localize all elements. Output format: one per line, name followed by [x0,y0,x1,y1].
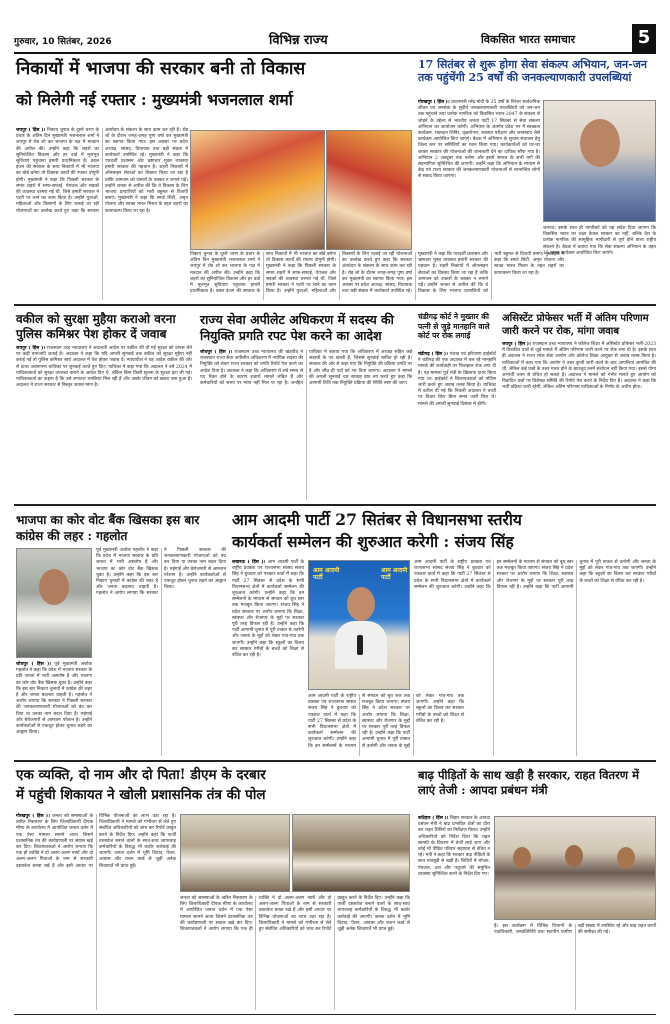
dm-body [16,814,176,1010]
aap-text-continued: आम आदमी पार्टी के राष्ट्रीय प्रवक्ता एवं राज्यसभा सांसद संजय सिंह ने बुधवार को पत्रकार वार्ता में कहा कि पार्टी 27 सितंबर से प्रदेश के सभी विधानसभा क्षेत्रों में कार्यकर्ता सम्मेलन की शुरुआत करेगी। उन्होंने कहा कि इन सम्मेलनों के माध्यम से संगठन को बूथ स्तर तक मजबूत किया जाएगा। संजय सिंह ने प्रदेश सरकार पर आरोप लगाया कि शिक्षा, स्वास्थ्य और रोजगार के मुद्दों पर सरकार पूरी तरह विफल रही है। उन्होंने कहा कि पार्टी आगामी चुनाव में पूरी ताकत से उतरेगी और जनता के मुद्दों को लेकर गांव-गांव तक जाएगी। उन्होंने कहा कि स्कूलों का विलय कर सरकार गरीबों के बच्चों को शिक्षा से वंचित कर रही है। [308,694,464,749]
issue-date: गुरुवार, 10 सितंबर, 2026 [14,37,112,47]
divider [14,760,656,762]
rajya-dateline: जोधपुर ( हिंस )। [200,350,233,355]
seva-photo-speaker [543,100,656,222]
flood-headline: बाढ़ पीड़ितों के साथ खड़ी है सरकार, राहत वितरण में लाएं तेजी : आपदा प्रबंधन मंत्री [418,768,639,797]
professor-body [502,342,656,500]
dm-photo-office [180,814,290,892]
chandigarh-body [418,352,496,500]
aap-body [232,560,304,756]
speaker-face [580,119,620,167]
lead-text-continued: निकाय चुनाव के दूसरे चरण के प्रचार के अंतिम दिन मुख्यमंत्री भजनलाल शर्मा ने जयपुर में रोड शो कर भाजपा के पक्ष में मतदान की अपील की। उन्होंने कहा कि शहरों का सुनियोजित विकास और हर वार्ड में मूलभूत सुविधाएं पहुंचाना हमारी प्राथमिकता है। डबल इंजन की सरकार के साथ निकायों में भी भाजपा का बोर्ड बनेगा तो विकास कार्यों की रफ्तार दोगुनी होगी। मुख्यमंत्री ने कहा कि पिछली सरकार के समय शहरों में साफ-सफाई, पेयजल और सड़कों की व्यवस्था चरमरा गई थी, जिसे हमारी सरकार ने पटरी पर लाने का काम किया है। उन्होंने युवाओं, महिलाओं और किसानों के लिए चलाई जा रही योजनाओं का उल्लेख करते हुए कहा कि सरकार अंत्योदय के संकल्प के साथ काम कर रही है। रोड शो के दौरान जगह-जगह पुष्प वर्षा कर मुख्यमंत्री का स्वागत किया गया। इस अवसर पर प्रदेश अध्यक्ष, सांसद, विधायक तथा बड़ी संख्या में कार्यकर्ता उपस्थित रहे। मुख्यमंत्री ने कहा कि पारदर्शी प्रशासन और भ्रष्टाचार मुक्त व्यवस्था हमारी सरकार की पहचान है। शहरी निकायों में ऑनलाइन सेवाओं का विस्तार किया जा रहा है ताकि आमजन को दफ्तरों के चक्कर न लगाने पड़ें। उन्होंने जनता से अपील की कि वे विकास के लिए भाजपा प्रत्याशियों को भारी बहुमत से विजयी बनाएं। मुख्यमंत्री ने कहा कि स्मार्ट सिटी, अमृत योजना और स्वच्छ भारत मिशन के तहत शहरों का कायाकल्प किया जा रहा है। [190,252,564,295]
officer-face [617,847,635,869]
police-text: राजस्थान उच्च न्यायालय ने अदालती आदेश पर वकील की दी गई सुरक्षा को वापस लेने पर कड़ी नाराजगी जताई है। अदालत ने कहा कि यदि अगली सुनवाई तक वकील को सुरक्षा मुहैया नहीं कराई गई तो पुलिस कमिश्नर स्वयं अदालत में पेश होकर जवाब दें। न्यायाधीश ने यह आदेश वकील की ओर से दायर अवमानना याचिका पर सुनवाई करते हुए दिए। याचिका में कहा गया कि अदालत ने वर्ष 2024 में याचिकाकर्ता को सुरक्षा उपलब्ध कराने के आदेश दिए थे, लेकिन बिना किसी सूचना के सुरक्षा हटा ली गई। याचिकाकर्ता का कहना है कि उसे लगातार धमकियां मिल रही हैं और उसके जीवन को खतरा बना हुआ है। अदालत ने राज्य सरकार से विस्तृत जवाब मांगा है। [16,346,192,389]
seva-dateline: गोरखपुर ( हिंस )। [418,100,450,105]
lead-body-continued [190,252,564,300]
flood-text: बिहार सरकार के आपदा प्रबंधन मंत्री ने बाढ़ प्रभावित क्षेत्रों का दौरा कर राहत शिविरों का निरीक्षण किया। उन्होंने अधिकारियों को निर्देश दिया कि राहत सामग्री के वितरण में तेजी लाई जाए और कोई भी पीड़ित परिवार सहायता से वंचित न रहे। मंत्री ने कहा कि सरकार बाढ़ पीड़ितों के साथ मजबूती से खड़ी है। शिविरों में भोजन, पेयजल, दवा और पशुचारे की समुचित व्यवस्था सुनिश्चित करने के निर्देश दिए गए। [418,816,491,877]
aap-headline-1: आम आदमी पार्टी 27 सितंबर से विधानसभा स्तरीय [232,510,522,529]
rajya-text: राजस्थान उच्च न्यायालय की खंडपीठ ने राजस्थान राज्य सेवा अपीलीय अधिकरण में न्यायिक सदस्य की नियुक्ति को लेकर राज्य सरकार को प्रगति रिपोर्ट पेश करने का आदेश दिया है। अदालत ने कहा कि अधिकरण में लंबे समय से पद रिक्त होने के कारण हजारों मामले लंबित हैं और कर्मचारियों को समय पर न्याय नहीं मिल पा रहा है। जनहित याचिका में बताया गया कि अधिकरण में अध्यक्ष सहित कई सदस्यों के पद खाली हैं, जिससे सुनवाई बाधित हो रही है। सरकार की ओर से कहा गया कि नियुक्ति की प्रक्रिया प्रगति पर है और शीघ्र ही पदों को भर दिया जाएगा। अदालत ने मामले की अगली सुनवाई चार सप्ताह बाद तय करते हुए कहा कि आगामी तिथि तक नियुक्ति प्रक्रिया की स्थिति स्पष्ट की जाए। [200,350,412,387]
official-face [565,845,583,867]
chandigarh-dateline: चंडीगढ़ ( हिंस )। [418,352,448,357]
page-bottom-rule [14,1014,656,1015]
dm-body-continued [180,896,410,1010]
speaker-face [347,587,375,621]
police-dateline: जयपुर ( हिंस )। [16,346,45,351]
gehlot-headline: भाजपा का कोर वोट बैंक खिसका इस बार कांग्रेस की लहर : गहलोत [16,513,200,543]
aap-banner-2: आम आदमी पार्टी [381,567,408,581]
newspaper-name: विकसित भारत समाचार [481,33,576,46]
gehlot-dateline: जोधपुर ( हिंस )। [16,662,52,667]
flood-photo-review-meeting [494,816,656,920]
rajya-body [200,350,412,500]
gehlot-body-continued [96,548,226,756]
lead-headline-1: निकायों में भाजपा की सरकार बनी तो विकास [16,59,306,79]
flood-dateline: कटिहार ( हिंस )। [418,816,449,821]
chandigarh-text: पंजाब एवं हरियाणा हाईकोर्ट ने चंडीगढ़ की एक अदालत में चल रहे मानहानि मामले की कार्यवाही पर फिलहाल रोक लगा दी है। यह मामला पूर्व मंत्री के खिलाफ दायर किया गया था। हाईकोर्ट ने शिकायतकर्ता को नोटिस जारी करते हुए जवाब तलब किया है। याचिका में दलील दी गई कि निचली अदालत ने तथ्यों पर विचार किए बिना समन जारी किए थे। मामले की अगली सुनवाई दिसंबर में होगी। [418,352,497,407]
divider [14,504,656,506]
seva-body [418,100,540,298]
aap-headline-2: कार्यकर्ता सम्मेलन की शुरुआत करेगी : संजय सिंह [232,532,514,551]
dm-text: जनता को समस्याओं के त्वरित निस्तारण के लिए जिलाधिकारी दीपक मीणा के कार्यालय में आयोजित जनता दर्शन में एक ऐसा मामला सामने आया जिसने प्रशासनिक तंत्र की कार्यप्रणाली पर सवाल खड़े कर दिए। शिकायतकर्ता ने आरोप लगाया कि एक ही व्यक्ति ने दो अलग-अलग नामों और दो अलग-अलग पिताओं के नाम से सरकारी दस्तावेज बनवा रखे हैं और इसी आधार पर विभिन्न योजनाओं का लाभ उठा रहा है। जिलाधिकारी ने मामले को गंभीरता से लेते हुए संबंधित अधिकारियों को जांच कर रिपोर्ट प्रस्तुत करने के निर्देश दिए। उन्होंने कहा कि फर्जी दस्तावेज बनाने वालों के साथ-साथ लापरवाह कर्मचारियों के विरुद्ध भी कठोर कार्रवाई की जाएगी। जनता दर्शन में भूमि विवाद, पेंशन, आवास और राशन कार्ड से जुड़ी अनेक शिकायतें भी प्राप्त हुईं। [16,814,176,869]
dm-text-continued: जनता को समस्याओं के त्वरित निस्तारण के लिए जिलाधिकारी दीपक मीणा के कार्यालय में आयोजित जनता दर्शन में एक ऐसा मामला सामने आया जिसने प्रशासनिक तंत्र की कार्यप्रणाली पर सवाल खड़े कर दिए। शिकायतकर्ता ने आरोप लगाया कि एक ही व्यक्ति ने दो अलग-अलग नामों और दो अलग-अलग पिताओं के नाम से सरकारी दस्तावेज बनवा रखे हैं और इसी आधार पर विभिन्न योजनाओं का लाभ उठा रहा है। जिलाधिकारी ने मामले को गंभीरता से लेते हुए संबंधित अधिकारियों को जांच कर रिपोर्ट प्रस्तुत करने के निर्देश दिए। उन्होंने कहा कि फर्जी दस्तावेज बनाने वालों के साथ-साथ लापरवाह कर्मचारियों के विरुद्ध भी कठोर कार्रवाई की जाएगी। जनता दर्शन में भूमि विवाद, पेंशन, आवास और राशन कार्ड से जुड़ी अनेक शिकायतें भी प्राप्त हुईं। [180,896,410,933]
seva-headline: 17 सितंबर से शुरू होगा सेवा संकल्प अभियान, जन-जन तक पहुंचेंगी 25 वर्षों की जनकल्याणकारी उपलब्धियां [418,58,647,84]
aap-photo-press-conference [308,560,410,690]
aap-text-right: आम आदमी पार्टी के राष्ट्रीय प्रवक्ता एवं राज्यसभा सांसद संजय सिंह ने बुधवार को पत्रकार वार्ता में कहा कि पार्टी 27 सितंबर से प्रदेश के सभी विधानसभा क्षेत्रों में कार्यकर्ता सम्मेलन की शुरुआत करेगी। उन्होंने कहा कि इन सम्मेलनों के माध्यम से संगठन को बूथ स्तर तक मजबूत किया जाएगा। संजय सिंह ने प्रदेश सरकार पर आरोप लगाया कि शिक्षा, स्वास्थ्य और रोजगार के मुद्दों पर सरकार पूरी तरह विफल रही है। उन्होंने कहा कि पार्टी आगामी चुनाव में पूरी ताकत से उतरेगी और जनता के मुद्दों को लेकर गांव-गांव तक जाएगी। उन्होंने कहा कि स्कूलों का विलय कर सरकार गरीबों के बच्चों को शिक्षा से वंचित कर रही है। [414,560,656,590]
professor-dateline: जयपुर ( हिंस )। [502,342,531,347]
flood-body [418,816,490,1010]
dm-photo-complainant [292,814,410,892]
gehlot-text-continued: पूर्व मुख्यमंत्री अशोक गहलोत ने कहा कि प्रदेश में भाजपा सरकार के प्रति जनता में भारी असंतोष है और भाजपा का कोर वोट बैंक खिसक चुका है। उन्होंने कहा कि इस बार निकाय चुनावों में कांग्रेस की लहर है और जनता बदलाव चाहती है। गहलोत ने आरोप लगाया कि सरकार ने पिछली सरकार की जनकल्याणकारी योजनाओं को बंद कर दिया या उनका नाम बदल दिया है। महंगाई और बेरोजगारी से आमजन परेशान है। उन्होंने कार्यकर्ताओं से एकजुट होकर चुनाव लड़ने का आह्वान किया। [96,548,226,597]
police-body [16,346,192,498]
aap-body-continued [308,694,464,756]
lead-photo-crowd [326,130,412,250]
lead-photo-rally [190,130,325,250]
gehlot-text: पूर्व मुख्यमंत्री अशोक गहलोत ने कहा कि प्रदेश में भाजपा सरकार के प्रति जनता में भारी असंतोष है और भाजपा का कोर वोट बैंक खिसक चुका है। उन्होंने कहा कि इस बार निकाय चुनावों में कांग्रेस की लहर है और जनता बदलाव चाहती है। गहलोत ने आरोप लगाया कि सरकार ने पिछली सरकार की जनकल्याणकारी योजनाओं को बंद कर दिया या उनका नाम बदल दिया है। महंगाई और बेरोजगारी से आमजन परेशान है। उन्होंने कार्यकर्ताओं से एकजुट होकर चुनाव लड़ने का आह्वान किया। [16,662,92,736]
police-headline: वकील को सुरक्षा मुहैया कराओ वरना पुलिस कमिश्नर पेश होकर दें जवाब [16,312,176,341]
professor-text: राजस्थान उच्च न्यायालय ने कॉलेज शिक्षा में असिस्टेंट प्रोफेसर भर्ती-2023 में विवादित प्रश्नों से जुड़े मामले में अंतिम परिणाम जारी करने पर रोक लगा दी है। इसके साथ ही अदालत ने राज्य लोक सेवा आयोग और कॉलेज शिक्षा आयुक्त से जवाब तलब किया है। याचिकाओं में कहा गया कि आयोग ने उत्तर कुंजी जारी करने के बाद आपत्तियां आमंत्रित की थीं, लेकिन कई प्रश्नों के उत्तर गलत होने के बावजूद उनमें संशोधन नहीं किया गया। इससे योग्य अभ्यर्थी चयन से वंचित हो सकते हैं। अदालत ने मामले को गंभीर मानते हुए आयोग को विवादित प्रश्नों पर विशेषज्ञ समिति की रिपोर्ट पेश करने के निर्देश दिए हैं। अदालत ने कहा कि भर्ती प्रक्रिया जारी रहेगी, लेकिन अंतिम परिणाम याचिकाओं के निर्णय के अधीन होगा। [502,342,656,391]
aap-dateline: लखनऊ ( हिंस )। [232,560,266,565]
gehlot-body [16,662,92,756]
page-number: 5 [632,24,656,52]
gehlot-face [39,569,69,605]
masthead [14,26,656,54]
dm-headline-2: में पहुंची शिकायत ने खोली प्रशासनिक तंत्र की पोल [16,787,266,803]
professor-headline: असिस्टेंट प्रोफेसर भर्ती में अंतिम परिणाम जारी करने पर रोक, मांगा जवाब [502,313,649,337]
minister-face [513,847,531,869]
flood-caption: हैं। इस कार्यक्रम में विभिन्न विभागों के पदाधिकारी, जनप्रतिनिधि तथा स्थानीय ग्रामीण बड़ी संख्या में उपस्थित रहे और बाढ़ राहत कार्यों की समीक्षा की गई। [494,924,656,936]
rajya-headline: राज्य सेवा अपीलेट अधिकरण में सदस्य की नियुक्ति प्रगति रपट पेश करने का आदेश [200,312,394,343]
seva-caption: जनपद। इसके साथ ही नागरिकों को यह संदेश दिया जाएगा कि विकसित भारत का लक्ष्य केवल सरकार का नहीं, बल्कि देश के प्रत्येक नागरिक की सामूहिक भागीदारी से पूर्ण होने वाला राष्ट्रीय संकल्प है। बैठक में बताया गया कि सेवा संकल्प अभियान के तहत 15 प्रमुख कार्यक्रम आयोजित किए जाएंगे। [543,226,656,256]
seva-text: प्रधानमंत्री नरेंद्र मोदी के 25 वर्षों के निरंतर सार्वजनिक जीवन एवं जनसेवा के सुदीर्घ जनकल्याणकारी उपलब्धियों को जन-जन तक पहुंचाने तथा प्रत्येक नागरिक को विकसित भारत-2047 के संकल्प से जोड़ने के उद्देश्य से भारतीय जनता पार्टी 17 सितंबर से सेवा संकल्प अभियान का आयोजन करेगी। अभियान के अंतर्गत प्रदेश भर में स्वच्छता कार्यक्रम, रक्तदान शिविर, वृक्षारोपण, स्वास्थ्य परीक्षण और जनसंवाद जैसे कार्यक्रम आयोजित किए जाएंगे। बैठक में अभियान के सुचारु संचालन हेतु जिला स्तर पर समितियों का गठन किया गया। कार्यकर्ताओं को घर-घर जाकर सरकार की योजनाओं की जानकारी देने का दायित्व सौंपा गया है। अभियान 2 अक्टूबर तक चलेगा और इसमें समाज के सभी वर्गों की सहभागिता सुनिश्चित की जाएगी। उन्होंने कहा कि अभियान के माध्यम से केंद्र एवं राज्य सरकार की जनकल्याणकारी योजनाओं से लाभान्वित लोगों से संवाद किया जाएगा। [418,100,540,180]
section-title: विभिन्न राज्य [269,33,328,48]
lead-text: निकाय चुनाव के दूसरे चरण के प्रचार के अंतिम दिन मुख्यमंत्री भजनलाल शर्मा ने जयपुर में रोड शो कर भाजपा के पक्ष में मतदान की अपील की। उन्होंने कहा कि शहरों का सुनियोजित विकास और हर वार्ड में मूलभूत सुविधाएं पहुंचाना हमारी प्राथमिकता है। डबल इंजन की सरकार के साथ निकायों में भी भाजपा का बोर्ड बनेगा तो विकास कार्यों की रफ्तार दोगुनी होगी। मुख्यमंत्री ने कहा कि पिछली सरकार के समय शहरों में साफ-सफाई, पेयजल और सड़कों की व्यवस्था चरमरा गई थी, जिसे हमारी सरकार ने पटरी पर लाने का काम किया है। उन्होंने युवाओं, महिलाओं और किसानों के लिए चलाई जा रही योजनाओं का उल्लेख करते हुए कहा कि सरकार अंत्योदय के संकल्प के साथ काम कर रही है। रोड शो के दौरान जगह-जगह पुष्प वर्षा कर मुख्यमंत्री का स्वागत किया गया। इस अवसर पर प्रदेश अध्यक्ष, सांसद, विधायक तथा बड़ी संख्या में कार्यकर्ता उपस्थित रहे। मुख्यमंत्री ने कहा कि पारदर्शी प्रशासन और भ्रष्टाचार मुक्त व्यवस्था हमारी सरकार की पहचान है। शहरी निकायों में ऑनलाइन सेवाओं का विस्तार किया जा रहा है ताकि आमजन को दफ्तरों के चक्कर न लगाने पड़ें। उन्होंने जनता से अपील की कि वे विकास के लिए भाजपा प्रत्याशियों को भारी बहुमत से विजयी बनाएं। मुख्यमंत्री ने कहा कि स्मार्ट सिटी, अमृत योजना और स्वच्छ भारत मिशन के तहत शहरों का कायाकल्प किया जा रहा है। [16,128,188,214]
chandigarh-headline: चंडीगढ़ कोर्ट ने मुख्तार की पत्नी से जुड़े मानहानि वाले कोर्ट पर रोक लगाई [418,312,490,340]
dm-dateline: गोरखपुर ( हिंस )। [16,814,50,819]
dm-headline-1: एक व्यक्ति, दो नाम और दो पिता! डीएम के दरबार [16,767,266,783]
aap-banner-1: आम आदमी पार्टी [313,567,340,581]
lead-headline-2: को मिलेगी नई रफ्तार : मुख्यमंत्री भजनलाल शर्मा [16,90,293,109]
aap-body-right [414,560,656,756]
lead-body [16,128,188,300]
microphone-icon [357,635,363,655]
gehlot-photo [16,548,92,658]
aap-text: आम आदमी पार्टी के राष्ट्रीय प्रवक्ता एवं राज्यसभा सांसद संजय सिंह ने बुधवार को पत्रकार वार्ता में कहा कि पार्टी 27 सितंबर से प्रदेश के सभी विधानसभा क्षेत्रों में कार्यकर्ता सम्मेलन की शुरुआत करेगी। उन्होंने कहा कि इन सम्मेलनों के माध्यम से संगठन को बूथ स्तर तक मजबूत किया जाएगा। संजय सिंह ने प्रदेश सरकार पर आरोप लगाया कि शिक्षा, स्वास्थ्य और रोजगार के मुद्दों पर सरकार पूरी तरह विफल रही है। उन्होंने कहा कि पार्टी आगामी चुनाव में पूरी ताकत से उतरेगी और जनता के मुद्दों को लेकर गांव-गांव तक जाएगी। उन्होंने कहा कि स्कूलों का विलय कर सरकार गरीबों के बच्चों को शिक्षा से वंचित कर रही है। [232,560,304,659]
lead-dateline: जयपुर ( हिंस )। [16,128,46,133]
divider [14,304,656,306]
